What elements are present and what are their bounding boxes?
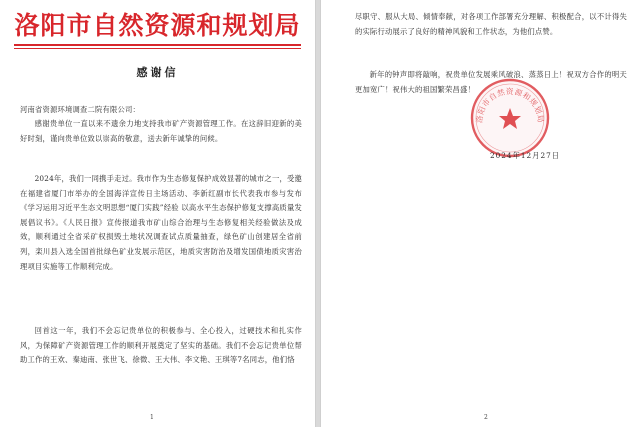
svg-text:洛阳市自然资源和规划局: 洛阳市自然资源和规划局 xyxy=(474,87,546,124)
paragraph-4: 尽职守、服从大局、倾情奉献，对各项工作部署充分理解、积极配合，以不计得失的实际行动展示了良好的精神风貌和工作状态，为他们点赞。 xyxy=(355,12,627,36)
addressee: 河南省资源环境调查二院有限公司： xyxy=(20,105,140,114)
letterhead-org-title: 洛阳市自然资源和规划局 xyxy=(14,11,301,40)
page-number-2: 2 xyxy=(484,414,488,421)
page-number-1: 1 xyxy=(150,414,154,421)
paragraph-5: 新年的钟声即将敲响，祝贵单位发展乘风破浪、蒸蒸日上！祝双方合作的明天更加宽广！祝伟大的祖国繁荣昌盛！ xyxy=(355,70,627,94)
official-seal-stamp xyxy=(468,76,552,160)
paragraph-2: 2024年，我们一同携手走过。我市作为生态修复保护成效显著的城市之一，受邀在福建省厦门市举办的全国海洋宣传日主场活动、李新红副市长代表我市参与发布《学习运用习近平生态文明思想“厦门实践”经验 以高水平生态保护修复支撑高质量发展倡议书》。《人民日报》宣传报道我市矿山综合治理与生态修复相关经验做法及成效，顺利通过全省采矿权损毁土地状况调查试点质量抽查，绿色矿山创建居全省前列，栾川县入选全国首批绿色矿业发展示范区，地质灾害防治及增发国债地质灾害治理项目实施等工作顺利完成。 xyxy=(20,174,302,271)
letterhead-rule-thin xyxy=(14,48,301,49)
paragraph-3: 回首这一年，我们不会忘记贵单位的积极参与、全心投入，过硬技术和扎实作风，为保障矿产资源管理工作的顺利开展奠定了坚实的基础。我们不会忘记贵单位帮助工作的王欢、秦迪南、张世飞、徐微、王大伟、李文艳、王琪等7名同志，他们恪 xyxy=(20,326,302,365)
document-title: 感谢信 xyxy=(136,66,179,79)
letterhead-rule-thick xyxy=(14,44,301,46)
signature-date: 2024年12月27日 xyxy=(490,151,561,160)
paragraph-1: 感谢贵单位一直以来不遗余力地支持我市矿产资源管理工作。在这辞旧迎新的美好时刻，谨向贵单位致以崇高的敬意，送去新年诚挚的问候。 xyxy=(20,119,302,143)
letter-page-2 xyxy=(320,0,640,427)
